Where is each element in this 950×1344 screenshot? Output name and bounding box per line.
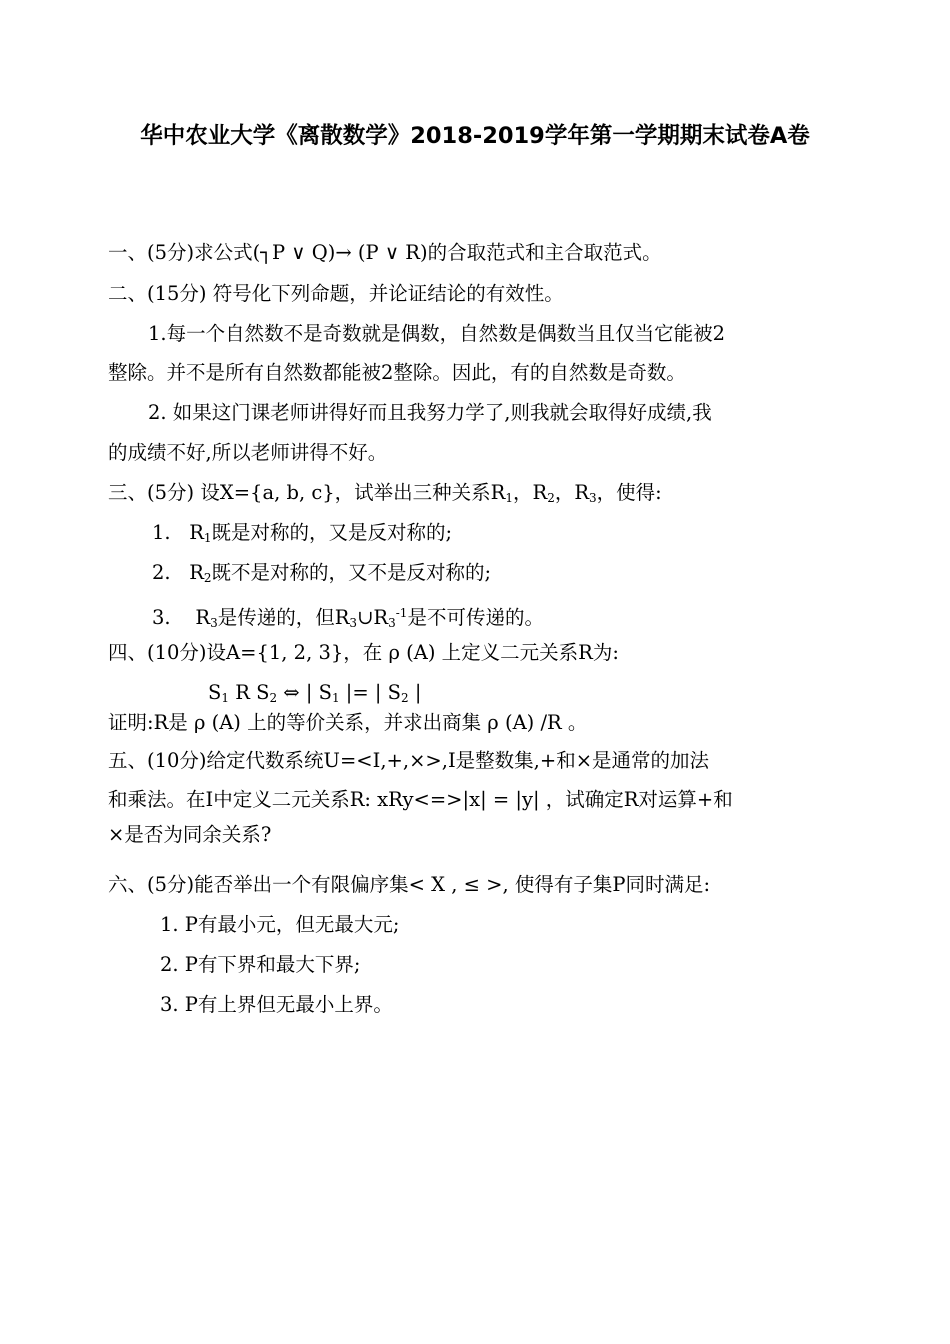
q3-item-2-number: 2. bbox=[152, 561, 171, 584]
question-5-line-1: 五、(10分)给定代数系统U=<I,+,×>,I是整数集,+和×是通常的加法 bbox=[108, 749, 710, 772]
question-4-relation bbox=[208, 680, 421, 711]
question-3-item-2 bbox=[152, 560, 491, 591]
q4-rel-iff: ⇔ | S bbox=[277, 681, 332, 704]
q4-rel-eq: |= | S bbox=[339, 681, 402, 704]
question-6-item-1: 1. P有最小元，但无最大元; bbox=[160, 913, 400, 936]
q3-item-1-sub: 1 bbox=[203, 531, 212, 545]
q3-item-3-r: R bbox=[195, 606, 211, 629]
question-5-line-3: ×是否为同余关系? bbox=[108, 823, 272, 846]
q4-rel-end: | bbox=[408, 681, 422, 704]
q4-rel-s1: S bbox=[208, 681, 222, 704]
q3-item-2-text: 既不是对称的，又不是反对称的; bbox=[211, 561, 492, 584]
q3-item-3-inverse: -1 bbox=[395, 606, 408, 620]
q3-item-3-union: ∪R bbox=[357, 606, 389, 629]
question-6-item-3: 3. P有上界但无最小上界。 bbox=[160, 993, 393, 1016]
q3-item-2-r: R bbox=[189, 561, 204, 584]
q4-rel-sub-4: 2 bbox=[401, 691, 409, 705]
q3-item-3-mid: 是传递的，但R bbox=[217, 606, 350, 629]
q3-intro-sub-1: 1 bbox=[505, 491, 514, 505]
question-1: 一、(5分)求公式(┐P ∨ Q)→ (P ∨ R)的合取范式和主合取范式。 bbox=[108, 241, 662, 264]
question-3-heading bbox=[108, 480, 662, 511]
q3-item-1-r: R bbox=[189, 521, 204, 544]
q3-item-3-sub-3: 3 bbox=[388, 616, 396, 630]
question-2-item-1-line-2: 整除。并不是所有自然数都能被2整除。因此，有的自然数是奇数。 bbox=[108, 361, 686, 384]
q3-intro-b: ，R bbox=[513, 481, 548, 504]
question-6-heading: 六、(5分)能否举出一个有限偏序集< X , ≤ >, 使得有子集P同时满足: bbox=[108, 873, 711, 896]
question-2-heading: 二、(15分) 符号化下列命题，并论证结论的有效性。 bbox=[108, 282, 564, 305]
q3-intro-a: 三、(5分) 设X={a, b, c}，试举出三种关系R bbox=[108, 481, 506, 504]
q3-item-3-sub-2: 3 bbox=[349, 616, 358, 630]
q4-rel-sub-1: 1 bbox=[221, 691, 229, 705]
question-2-item-2-line-1: 2. 如果这门课老师讲得好而且我努力学了,则我就会取得好成绩,我 bbox=[148, 401, 712, 424]
question-3-item-3 bbox=[152, 600, 544, 636]
q3-intro-c: ，R bbox=[554, 481, 590, 504]
q4-rel-sub-3: 1 bbox=[331, 691, 340, 705]
question-2-item-1-line-1: 1.每一个自然数不是奇数就是偶数，自然数是偶数当且仅当它能被2 bbox=[148, 322, 726, 345]
q3-item-1-number: 1. bbox=[152, 521, 171, 544]
q3-item-3-sub-1: 3 bbox=[210, 616, 218, 630]
q3-intro-d: ，使得: bbox=[596, 481, 662, 504]
q3-item-3-number: 3. bbox=[152, 606, 171, 629]
q4-rel-sub-2: 2 bbox=[269, 691, 278, 705]
q3-intro-sub-2: 2 bbox=[547, 491, 555, 505]
q3-intro-sub-3: 3 bbox=[589, 491, 597, 505]
question-2-item-2-line-2: 的成绩不好,所以老师讲得不好。 bbox=[108, 441, 388, 464]
q3-item-2-sub: 2 bbox=[203, 571, 212, 585]
question-3-item-1 bbox=[152, 520, 452, 551]
exam-title: 华中农业大学《离散数学》2018-2019学年第一学期期末试卷A卷 bbox=[140, 123, 810, 149]
q3-item-1-text: 既是对称的，又是反对称的; bbox=[211, 521, 453, 544]
q3-item-3-end: 是不可传递的。 bbox=[407, 606, 544, 629]
question-5-line-2: 和乘法。在I中定义二元关系R: xRy<=>|x| = |y| ，试确定R对运算+和 bbox=[108, 788, 733, 811]
question-6-item-2: 2. P有下界和最大下界; bbox=[160, 953, 361, 976]
q4-rel-mid: R S bbox=[229, 681, 270, 704]
question-4-heading: 四、(10分)设A={1, 2, 3}，在 ρ (A) 上定义二元关系R为: bbox=[108, 641, 619, 664]
question-4-proof: 证明:R是 ρ (A) 上的等价关系，并求出商集 ρ (A) /R 。 bbox=[108, 711, 588, 734]
